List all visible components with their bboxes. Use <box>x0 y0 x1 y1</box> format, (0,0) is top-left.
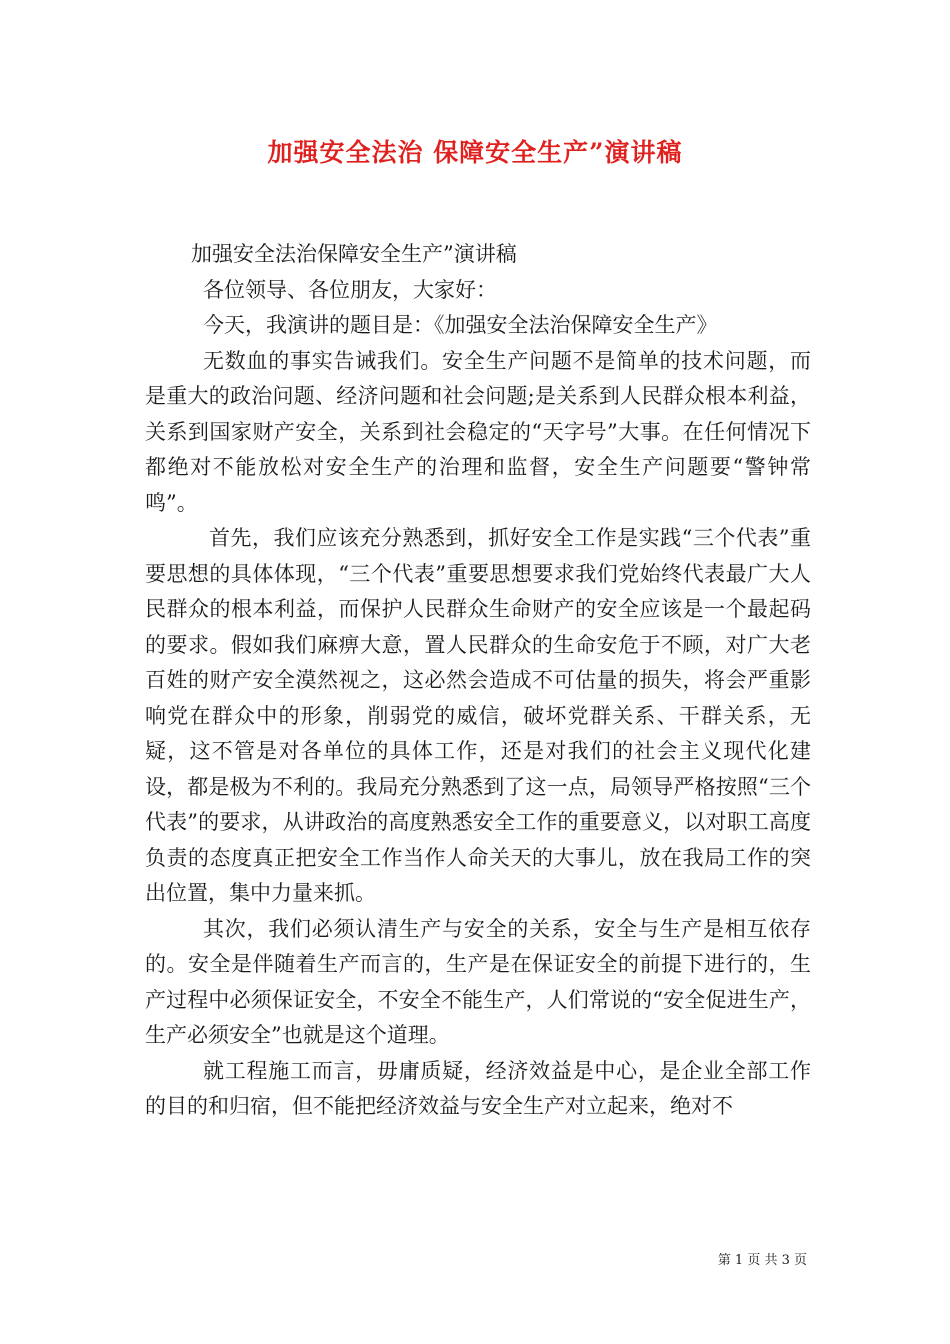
document-body <box>145 237 811 1125</box>
document-title: 加强安全法治 保障安全生产”演讲稿 <box>267 138 683 167</box>
paragraph-body: 无数血的事实告诫我们。安全生产问题不是简单的技术问题，而是重大的政治问题、经济问题和社会问题;是关系到人民群众根本利益，关系到国家财产安全，关系到社会稳定的“天字号”大事。在任何情况下都绝对不能放松对安全生产的治理和监督，安全生产问题要“警钟常鸣”。 <box>145 348 811 515</box>
paragraph-body: 首先，我们应该充分熟悉到，抓好安全工作是实践“三个代表”重要思想的具体体现，“三个代表”重要思想要求我们党始终代表最广大人民群众的根本利益，而保护人民群众生命财产的安全应该是一个最起码的要求。假如我们麻痹大意，置人民群众的生命安危于不顾，对广大老百姓的财产安全漠然视之，这必然会造成不可估量的损失，将会严重影响党在群众中的形象，削弱党的威信，破坏党群关系、干群关系，无疑，这不管是对各单位的具体工作，还是对我们的社会主义现代化建设，都是极为不利的。我局充分熟悉到了这一点，局领导严格按照“三个代表”的要求，从讲政治的高度熟悉安全工作的重要意义，以对职工高度负责的态度真正把安全工作当作人命关天的大事儿，放在我局工作的突出位置，集中力量来抓。 <box>145 526 811 905</box>
paragraph-body: 就工程施工而言，毋庸质疑，经济效益是中心，是企业全部工作的目的和归宿，但不能把经济效益与安全生产对立起来，绝对不 <box>145 1058 811 1118</box>
paragraph-subtitle: 加强安全法治保障安全生产”演讲稿 <box>191 242 517 266</box>
paragraph-greeting: 各位领导、各位朋友，大家好： <box>203 277 497 302</box>
page-number: 第 1 页 共 3 页 <box>717 1253 807 1268</box>
paragraph-body: 其次，我们必须认清生产与安全的关系，安全与生产是相互依存的。安全是伴随着生产而言的，生产是在保证安全的前提下进行的，生产过程中必须保证安全，不安全不能生产，人们常说的“安全促进生产，生产必须安全”也就是这个道理。 <box>145 916 811 1047</box>
paragraph-topic: 今天，我演讲的题目是：《加强安全法治保障安全生产》 <box>203 313 718 337</box>
